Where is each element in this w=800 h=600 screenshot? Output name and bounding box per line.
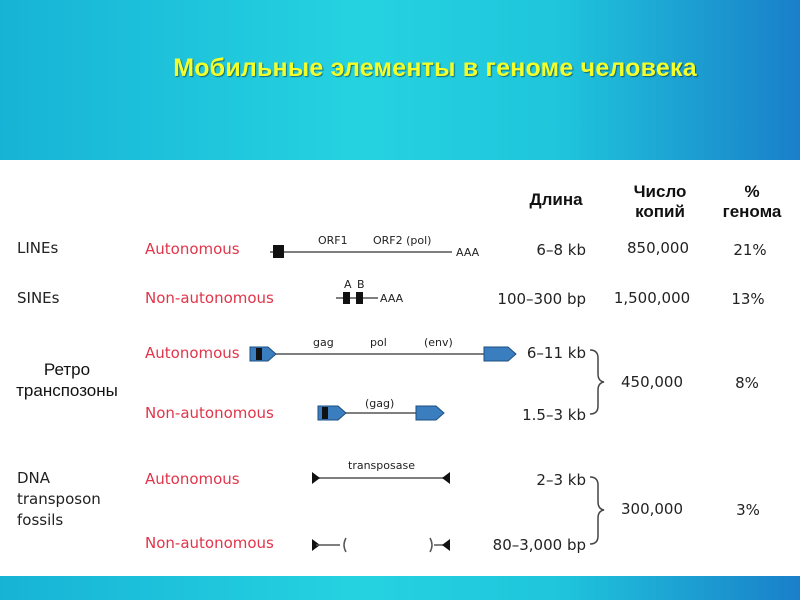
type-label-lines: Autonomous [145,240,240,258]
dna-nonauto-diagram [312,538,450,552]
header-length: Длина [529,190,583,209]
label-retrotransposons: Ретро транспозоны [16,360,118,400]
count-retro: 450,000 [620,373,684,391]
sine-box-b [356,292,363,304]
type-label-retro-auto: Autonomous [145,344,240,362]
percent-lines: 21% [733,241,767,259]
percent-sines: 13% [731,290,765,308]
label-aaa-sine: AAA [380,292,404,305]
retro-auto-diagram [250,336,516,361]
percent-retro: 8% [735,374,759,392]
label-a: A [344,278,352,291]
page-title: Мобильные элементы в геноме человека [173,54,697,82]
label-sines: SINEs [17,289,60,307]
type-label-dna-nonauto: Non-autonomous [145,534,274,552]
line-promoter-box [273,245,284,258]
percent-dna: 3% [736,501,760,519]
label-gag-paren: (gag) [365,397,395,410]
header-copies: Число копий [633,182,687,221]
count-sines: 1,500,000 [613,289,691,307]
label-transposase: transposase [348,459,415,472]
length-dna-nonauto: 80–3,000 bp [492,536,586,554]
count-dna: 300,000 [620,500,684,518]
footer-bar [0,576,800,600]
label-b: B [357,278,365,291]
length-lines: 6–8 kb [536,241,586,259]
type-label-sines: Non-autonomous [145,289,274,307]
label-orf2: ORF2 (pol) [373,234,432,247]
label-lines: LINEs [17,239,59,257]
type-label-dna-auto: Autonomous [145,470,240,488]
label-pol: pol [370,336,387,349]
dna-auto-diagram [312,459,450,484]
length-sines: 100–300 bp [497,290,586,308]
sine-diagram [336,278,404,305]
brace-dna [590,477,604,544]
length-retro-auto: 6–11 kb [526,344,586,362]
label-orf1: ORF1 [318,234,348,247]
length-dna-auto: 2–3 kb [536,471,586,489]
label-aaa-line: AAA [456,246,480,259]
length-retro-nonauto: 1.5–3 kb [522,406,586,424]
sine-box-a [343,292,350,304]
line-diagram [270,234,480,259]
label-env: (env) [424,336,453,349]
label-gag: gag [313,336,334,349]
type-label-retro-nonauto: Non-autonomous [145,404,274,422]
brace-retro [590,350,604,414]
label-dna-transposons: DNA transposon fossils [17,469,101,529]
count-lines: 850,000 [626,239,690,257]
retro-nonauto-diagram [318,397,444,420]
header-percent: % генома [722,182,782,221]
